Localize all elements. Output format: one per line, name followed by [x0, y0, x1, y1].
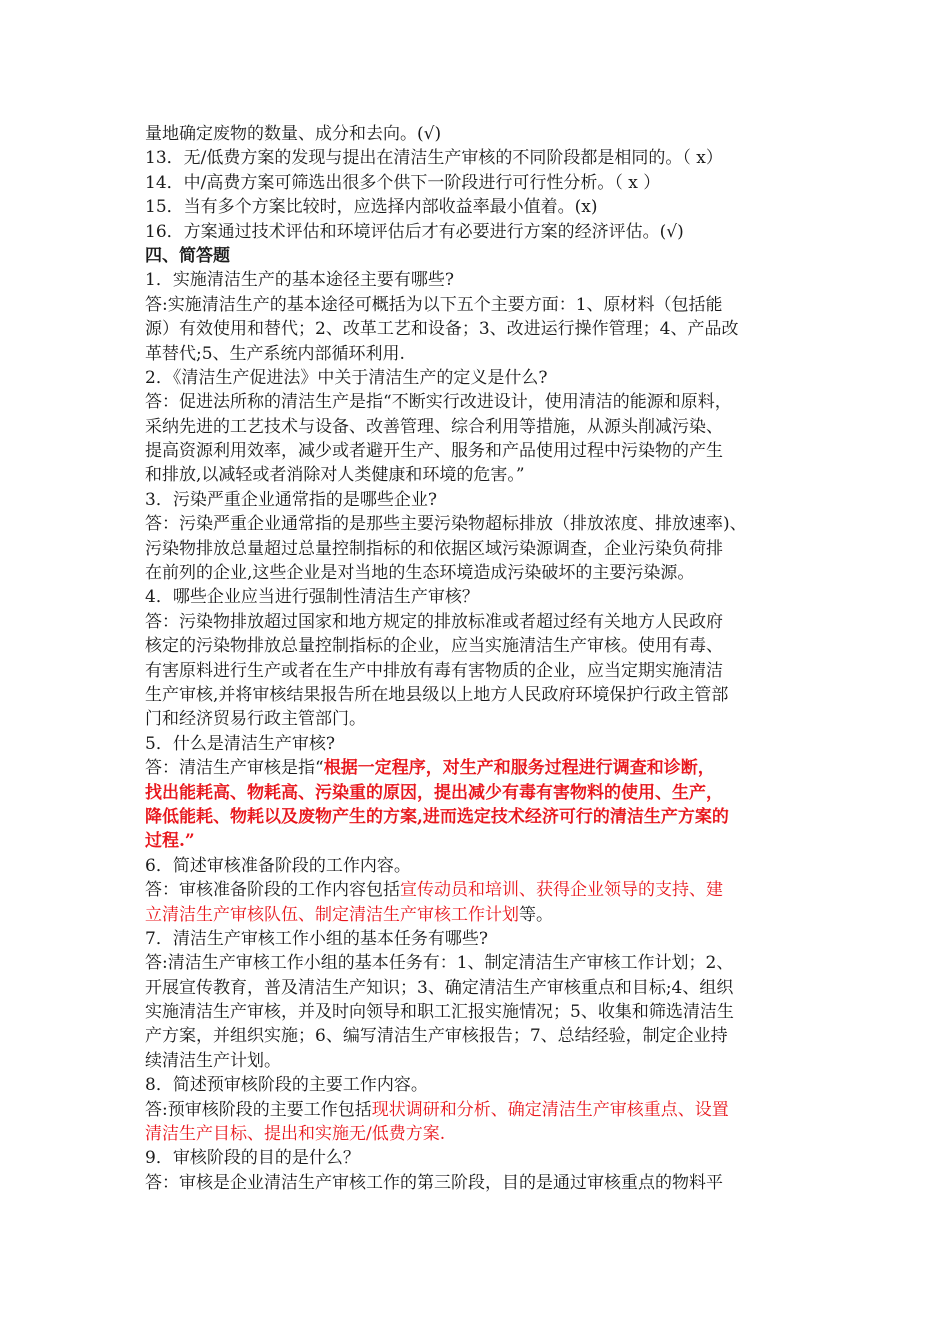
answer-line: 答：促进法所称的清洁生产是指“不断实行改进设计，使用清洁的能源和原料，	[145, 392, 732, 413]
highlighted-answer: 降低能耗、物耗以及废物产生的方案,进而选定技术经济可行的清洁生产方案的	[145, 806, 729, 827]
highlighted-answer: 宣传动员和培训、获得企业领导的支持、建	[400, 880, 723, 901]
question: 4．哪些企业应当进行强制性清洁生产审核？	[145, 587, 479, 608]
answer-line: 在前列的企业,这些企业是对当地的生态环境造成污染破坏的主要污染源。	[145, 563, 695, 584]
true-false-item: 13．无/低费方案的发现与提出在清洁生产审核的不同阶段都是相同的。（ x）	[145, 148, 723, 169]
answer-line: 答:清洁生产审核工作小组的基本任务有：1、制定清洁生产审核工作计划；2、	[145, 953, 734, 974]
true-false-item: 16．方案通过技术评估和环境评估后才有必要进行方案的经济评估。(√)	[145, 221, 684, 242]
answer-line: 核定的污染物排放总量控制指标的企业，应当实施清洁生产审核。使用有毒、	[145, 636, 723, 657]
answer-line: 有害原料进行生产或者在生产中排放有毒有害物质的企业，应当定期实施清洁	[145, 660, 723, 681]
highlighted-answer: 过程.”	[145, 831, 195, 852]
highlighted-answer: 立清洁生产审核队伍、制定清洁生产审核工作计划	[145, 904, 519, 925]
question: 3．污染严重企业通常指的是哪些企业?	[145, 489, 437, 510]
answer-text: 等。	[519, 904, 553, 925]
section-title: 四、简答题	[145, 245, 230, 266]
answer-text: 答:预审核阶段的主要工作包括	[145, 1099, 372, 1120]
answer-line: 提高资源利用效率，减少或者避开生产、服务和产品使用过程中污染物的产生	[145, 441, 723, 462]
question: 2．《清洁生产促进法》中关于清洁生产的定义是什么?	[145, 367, 548, 388]
answer-line: 实施清洁生产审核，并及时向领导和职工汇报实施情况；5、收集和筛选清洁生	[145, 1002, 734, 1023]
question: 9．审核阶段的目的是什么？	[145, 1148, 360, 1169]
true-false-item: 15．当有多个方案比较时，应选择内部收益率最小值着。(x)	[145, 197, 598, 218]
answer-line: 答:实施清洁生产的基本途径可概括为以下五个主要方面：1、原材料（包括能	[145, 294, 723, 315]
document-page	[145, 122, 825, 1195]
true-false-item: 14．中/高费方案可筛选出很多个供下一阶段进行可行性分析。（ x ）	[145, 172, 661, 193]
answer-line: 续清洁生产计划。	[145, 1050, 281, 1071]
answer-line	[145, 878, 825, 902]
answer-line: 答：审核是企业清洁生产审核工作的第三阶段，目的是通过审核重点的物料平	[145, 1172, 723, 1193]
answer-line	[145, 1098, 825, 1122]
answer-line: 生产审核,并将审核结果报告所在地县级以上地方人民政府环境保护行政主管部	[145, 684, 729, 705]
answer-line: 门和经济贸易行政主管部门。	[145, 709, 366, 730]
question: 1．实施清洁生产的基本途径主要有哪些?	[145, 270, 454, 291]
answer-line: 采纳先进的工艺技术与设备、改善管理、综合利用等措施，从源头削减污染、	[145, 416, 723, 437]
question: 7．清洁生产审核工作小组的基本任务有哪些?	[145, 928, 488, 949]
question: 8．简述预审核阶段的主要工作内容。	[145, 1075, 428, 1096]
answer-line	[145, 756, 825, 780]
highlighted-answer: 找出能耗高、物耗高、污染重的原因，提出减少有毒有害物料的使用、生产，	[145, 782, 723, 803]
answer-line: 答：污染物排放超过国家和地方规定的排放标准或者超过经有关地方人民政府	[145, 611, 723, 632]
answer-line: 源）有效使用和替代；2、改革工艺和设备；3、改进运行操作管理；4、产品改	[145, 319, 739, 340]
answer-line: 和排放,以减轻或者消除对人类健康和环境的危害。”	[145, 465, 525, 486]
answer-text: 答：清洁生产审核是指“	[145, 758, 324, 779]
answer-line	[145, 903, 825, 927]
answer-line: 革替代;5、生产系统内部循环利用.	[145, 343, 405, 364]
true-false-item: 量地确定废物的数量、成分和去向。(√)	[145, 124, 442, 144]
answer-line: 答：污染严重企业通常指的是那些主要污染物超标排放（排放浓度、排放速率)、	[145, 514, 747, 535]
highlighted-answer: 现状调研和分析、确定清洁生产审核重点、设置	[371, 1099, 729, 1120]
answer-line: 开展宣传教育，普及清洁生产知识；3、确定清洁生产审核重点和目标;4、组织	[145, 977, 734, 998]
answer-text: 答：审核准备阶段的工作内容包括	[145, 880, 400, 901]
question: 6．简述审核准备阶段的工作内容。	[145, 855, 411, 876]
answer-line: 污染物排放总量超过总量控制指标的和依据区域污染源调查，企业污染负荷排	[145, 538, 723, 559]
highlighted-answer: 清洁生产目标、提出和实施无/低费方案.	[145, 1124, 446, 1145]
answer-line: 产方案，并组织实施；6、编写清洁生产审核报告；7、总结经验，制定企业持	[145, 1026, 728, 1047]
question: 5．什么是清洁生产审核?	[145, 733, 335, 754]
highlighted-answer: 根据一定程序，对生产和服务过程进行调查和诊断，	[323, 758, 715, 779]
